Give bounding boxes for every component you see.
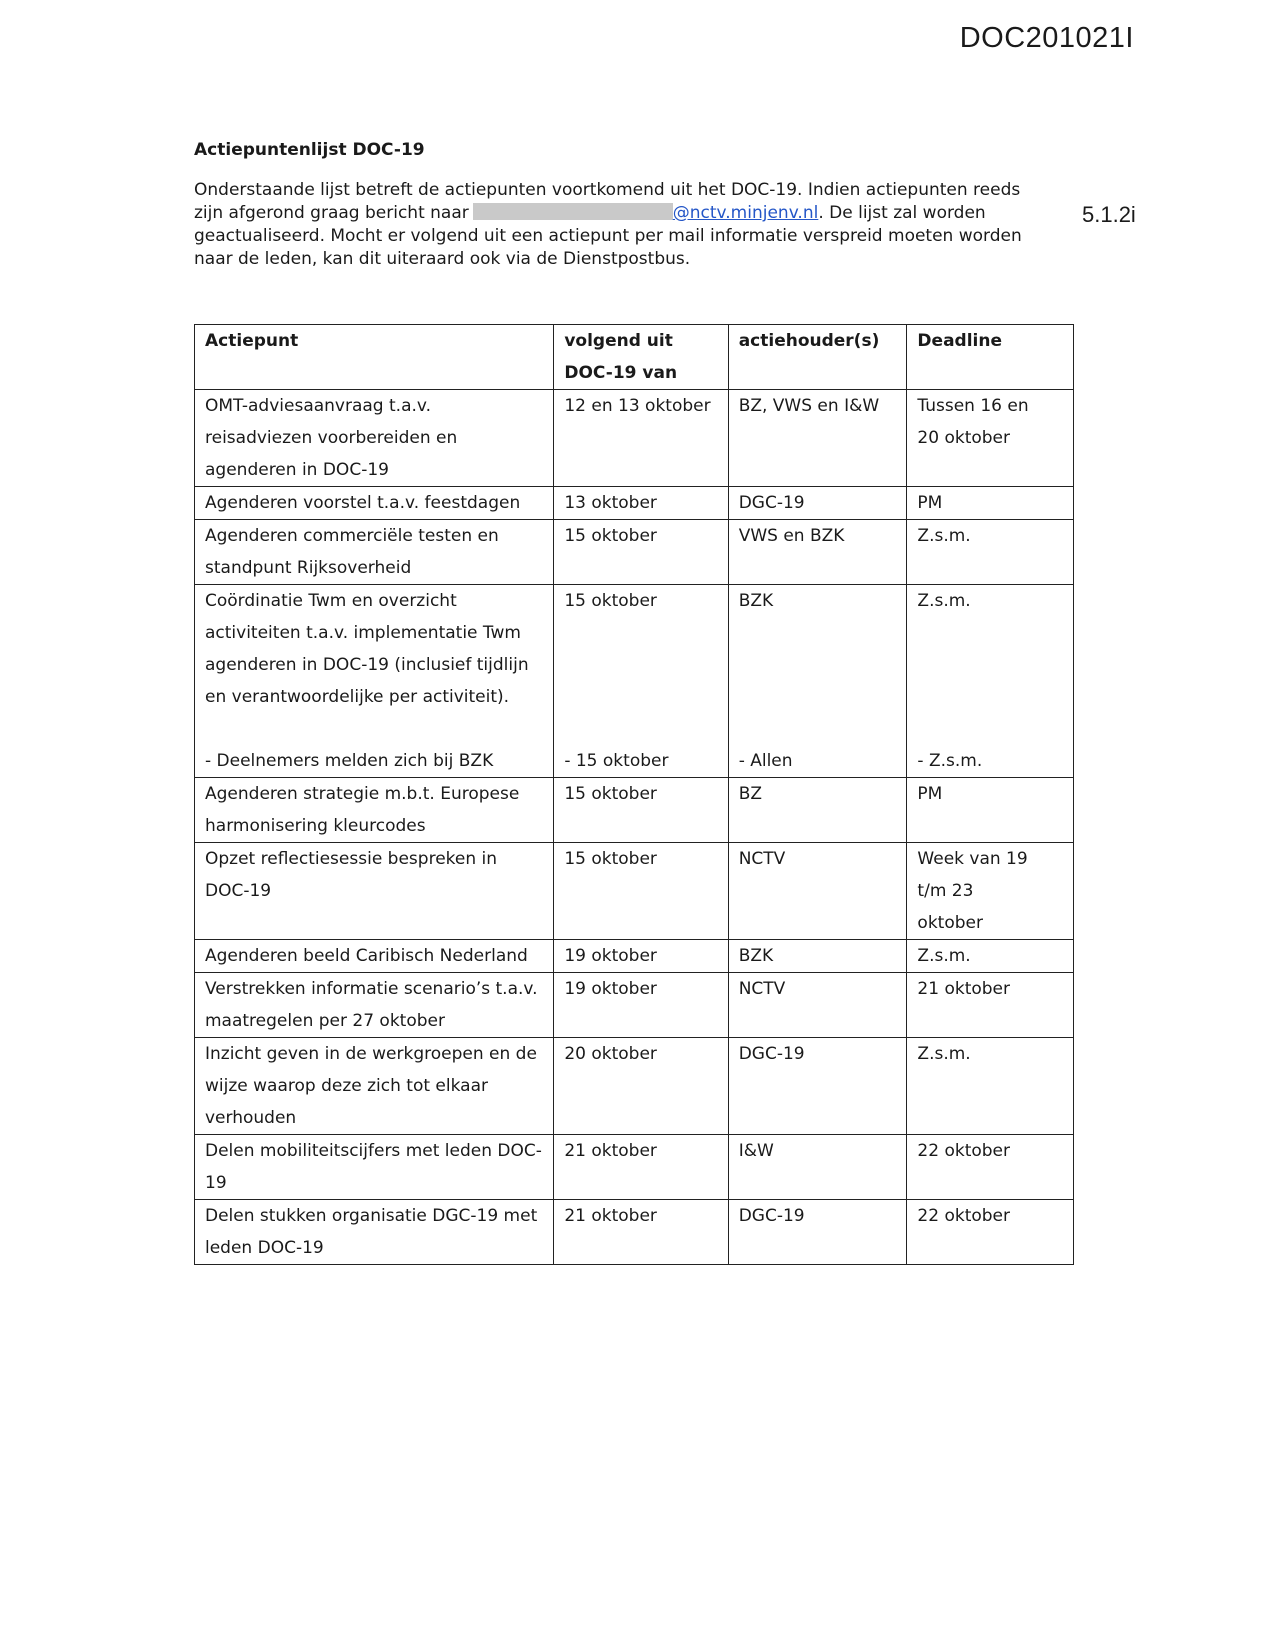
document-id: DOC201021I	[959, 22, 1134, 54]
cell-line: activiteiten t.a.v. implementatie Twm	[205, 623, 521, 643]
cell-deadline	[907, 940, 1074, 973]
page-title: Actiepuntenlijst DOC-19	[194, 140, 425, 160]
cell-line: Z.s.m.	[917, 591, 971, 611]
exemption-code: 5.1.2i	[1082, 202, 1136, 227]
table-row	[195, 843, 1074, 940]
cell-line: Tussen 16 en	[917, 396, 1029, 416]
cell-actiehouder	[728, 1038, 907, 1135]
cell-deadline	[907, 520, 1074, 585]
cell-actiehouder	[728, 843, 907, 940]
cell-line: Opzet reflectiesessie bespreken in	[205, 849, 498, 869]
cell-actiepunt	[195, 1135, 554, 1200]
table-row	[195, 487, 1074, 520]
table-header-row	[195, 325, 1074, 390]
cell-actiepunt	[195, 390, 554, 487]
cell-subline: - Allen	[738, 751, 793, 771]
cell-line: DOC-19	[205, 881, 272, 901]
intro-text: . De lijst zal worden	[818, 203, 986, 223]
cell-line: Delen stukken organisatie DGC-19 met	[205, 1206, 538, 1226]
cell-volgend-uit	[554, 973, 728, 1038]
cell-line: BZK	[738, 946, 774, 966]
cell-actiehouder	[728, 778, 907, 843]
cell-line: harmonisering kleurcodes	[205, 816, 426, 836]
cell-volgend-uit	[554, 843, 728, 940]
cell-actiepunt	[195, 940, 554, 973]
cell-line: maatregelen per 27 oktober	[205, 1011, 445, 1031]
intro-paragraph	[194, 179, 1074, 271]
cell-subline: - 15 oktober	[564, 751, 669, 771]
cell-line: Agenderen commerciële testen en	[205, 526, 499, 546]
cell-line: BZ, VWS en I&W	[738, 396, 880, 416]
cell-actiepunt	[195, 778, 554, 843]
cell-line: 15 oktober	[564, 849, 657, 869]
cell-deadline	[907, 843, 1074, 940]
cell-deadline	[907, 1200, 1074, 1265]
cell-line: 13 oktober	[564, 493, 657, 513]
table-row	[195, 778, 1074, 843]
cell-line: Z.s.m.	[917, 526, 971, 546]
cell-actiehouder	[728, 940, 907, 973]
intro-line: naar de leden, kan dit uiteraard ook via de Dienstpostbus.	[194, 249, 691, 269]
cell-line: DGC-19	[738, 1206, 805, 1226]
table-row	[195, 1200, 1074, 1265]
cell-actiehouder	[728, 487, 907, 520]
cell-line: Z.s.m.	[917, 1044, 971, 1064]
header-actiehouder: actiehouder(s)	[728, 325, 907, 390]
cell-actiehouder	[728, 1200, 907, 1265]
cell-volgend-uit	[554, 1135, 728, 1200]
cell-line: 21 oktober	[917, 979, 1011, 999]
table-row	[195, 973, 1074, 1038]
cell-line: DGC-19	[738, 1044, 805, 1064]
cell-actiepunt	[195, 1038, 554, 1135]
cell-line: 19 oktober	[564, 979, 657, 999]
cell-volgend-uit	[554, 390, 728, 487]
cell-deadline	[907, 487, 1074, 520]
cell-line: DGC-19	[738, 493, 805, 513]
cell-subline: - Z.s.m.	[917, 751, 983, 771]
cell-actiepunt	[195, 585, 554, 778]
cell-deadline	[907, 1038, 1074, 1135]
header-line: volgend uit	[564, 331, 673, 351]
table-body	[195, 390, 1074, 1265]
cell-volgend-uit	[554, 520, 728, 585]
cell-actiehouder	[728, 520, 907, 585]
intro-text: zijn afgerond graag bericht naar	[194, 203, 469, 223]
cell-subline: - Deelnemers melden zich bij BZK	[205, 751, 494, 771]
cell-actiepunt	[195, 520, 554, 585]
cell-line: wijze waarop deze zich tot elkaar	[205, 1076, 488, 1096]
cell-actiehouder	[728, 973, 907, 1038]
cell-volgend-uit	[554, 1038, 728, 1135]
cell-deadline	[907, 585, 1074, 778]
cell-line: 21 oktober	[564, 1141, 657, 1161]
cell-line: 22 oktober	[917, 1206, 1011, 1226]
cell-volgend-uit	[554, 778, 728, 843]
table-row	[195, 1038, 1074, 1135]
cell-line: en verantwoordelijke per activiteit).	[205, 687, 510, 707]
header-volgend-uit	[554, 325, 728, 390]
intro-line	[194, 202, 1074, 225]
cell-actiepunt	[195, 843, 554, 940]
cell-line: 15 oktober	[564, 784, 657, 804]
cell-line: 20 oktober	[564, 1044, 657, 1064]
cell-line: Delen mobiliteitscijfers met leden DOC-	[205, 1141, 542, 1161]
cell-line: PM	[917, 784, 943, 804]
cell-line: reisadviezen voorbereiden en	[205, 428, 458, 448]
cell-line: 22 oktober	[917, 1141, 1011, 1161]
cell-line: agenderen in DOC-19	[205, 460, 389, 480]
table-row	[195, 520, 1074, 585]
cell-line: BZK	[738, 591, 774, 611]
cell-line: VWS en BZK	[738, 526, 845, 546]
action-items-table	[194, 324, 1074, 1265]
table-row	[195, 585, 1074, 778]
cell-line: Agenderen voorstel t.a.v. feestdagen	[205, 493, 521, 513]
cell-line: oktober	[917, 913, 983, 933]
cell-deadline	[907, 973, 1074, 1038]
cell-actiepunt	[195, 1200, 554, 1265]
cell-line: Coördinatie Twm en overzicht	[205, 591, 457, 611]
cell-line: 20 oktober	[917, 428, 1011, 448]
table-row	[195, 1135, 1074, 1200]
cell-line: Agenderen beeld Caribisch Nederland	[205, 946, 528, 966]
cell-line: leden DOC-19	[205, 1238, 324, 1258]
table-row	[195, 390, 1074, 487]
cell-line: standpunt Rijksoverheid	[205, 558, 412, 578]
email-link[interactable]: @nctv.minjenv.nl	[672, 203, 819, 223]
cell-actiehouder	[728, 585, 907, 778]
cell-actiepunt	[195, 487, 554, 520]
cell-actiehouder	[728, 390, 907, 487]
intro-line: Onderstaande lijst betreft de actiepunten voortkomend uit het DOC-19. Indien actiepunten reeds	[194, 180, 1021, 200]
header-line: DOC-19 van	[564, 363, 678, 383]
cell-line: NCTV	[738, 979, 786, 999]
cell-volgend-uit	[554, 487, 728, 520]
cell-line: Inzicht geven in de werkgroepen en de	[205, 1044, 537, 1064]
cell-line: BZ	[738, 784, 762, 804]
cell-actiepunt	[195, 973, 554, 1038]
cell-deadline	[907, 1135, 1074, 1200]
cell-line: 19 oktober	[564, 946, 657, 966]
cell-line: Agenderen strategie m.b.t. Europese	[205, 784, 520, 804]
cell-line: Z.s.m.	[917, 946, 971, 966]
cell-line: PM	[917, 493, 943, 513]
cell-line: verhouden	[205, 1108, 297, 1128]
cell-line: 12 en 13 oktober	[564, 396, 711, 416]
cell-line: Week van 19	[917, 849, 1028, 869]
cell-line: Verstrekken informatie scenario’s t.a.v.	[205, 979, 538, 999]
cell-deadline	[907, 778, 1074, 843]
cell-line: OMT-adviesaanvraag t.a.v.	[205, 396, 432, 416]
cell-volgend-uit	[554, 940, 728, 973]
cell-actiehouder	[728, 1135, 907, 1200]
table-row	[195, 940, 1074, 973]
cell-line: t/m 23	[917, 881, 974, 901]
cell-line: I&W	[738, 1141, 774, 1161]
cell-line: agenderen in DOC-19 (inclusief tijdlijn	[205, 655, 529, 675]
header-deadline: Deadline	[907, 325, 1074, 390]
cell-line: 21 oktober	[564, 1206, 657, 1226]
cell-volgend-uit	[554, 1200, 728, 1265]
cell-line: 15 oktober	[564, 591, 657, 611]
intro-line: geactualiseerd. Mocht er volgend uit een actiepunt per mail informatie verspreid moeten worden	[194, 226, 1022, 246]
cell-line: NCTV	[738, 849, 786, 869]
cell-line: 19	[205, 1173, 227, 1193]
cell-volgend-uit	[554, 585, 728, 778]
cell-line: 15 oktober	[564, 526, 657, 546]
redaction-block	[473, 203, 673, 220]
cell-deadline	[907, 390, 1074, 487]
header-actiepunt: Actiepunt	[195, 325, 554, 390]
